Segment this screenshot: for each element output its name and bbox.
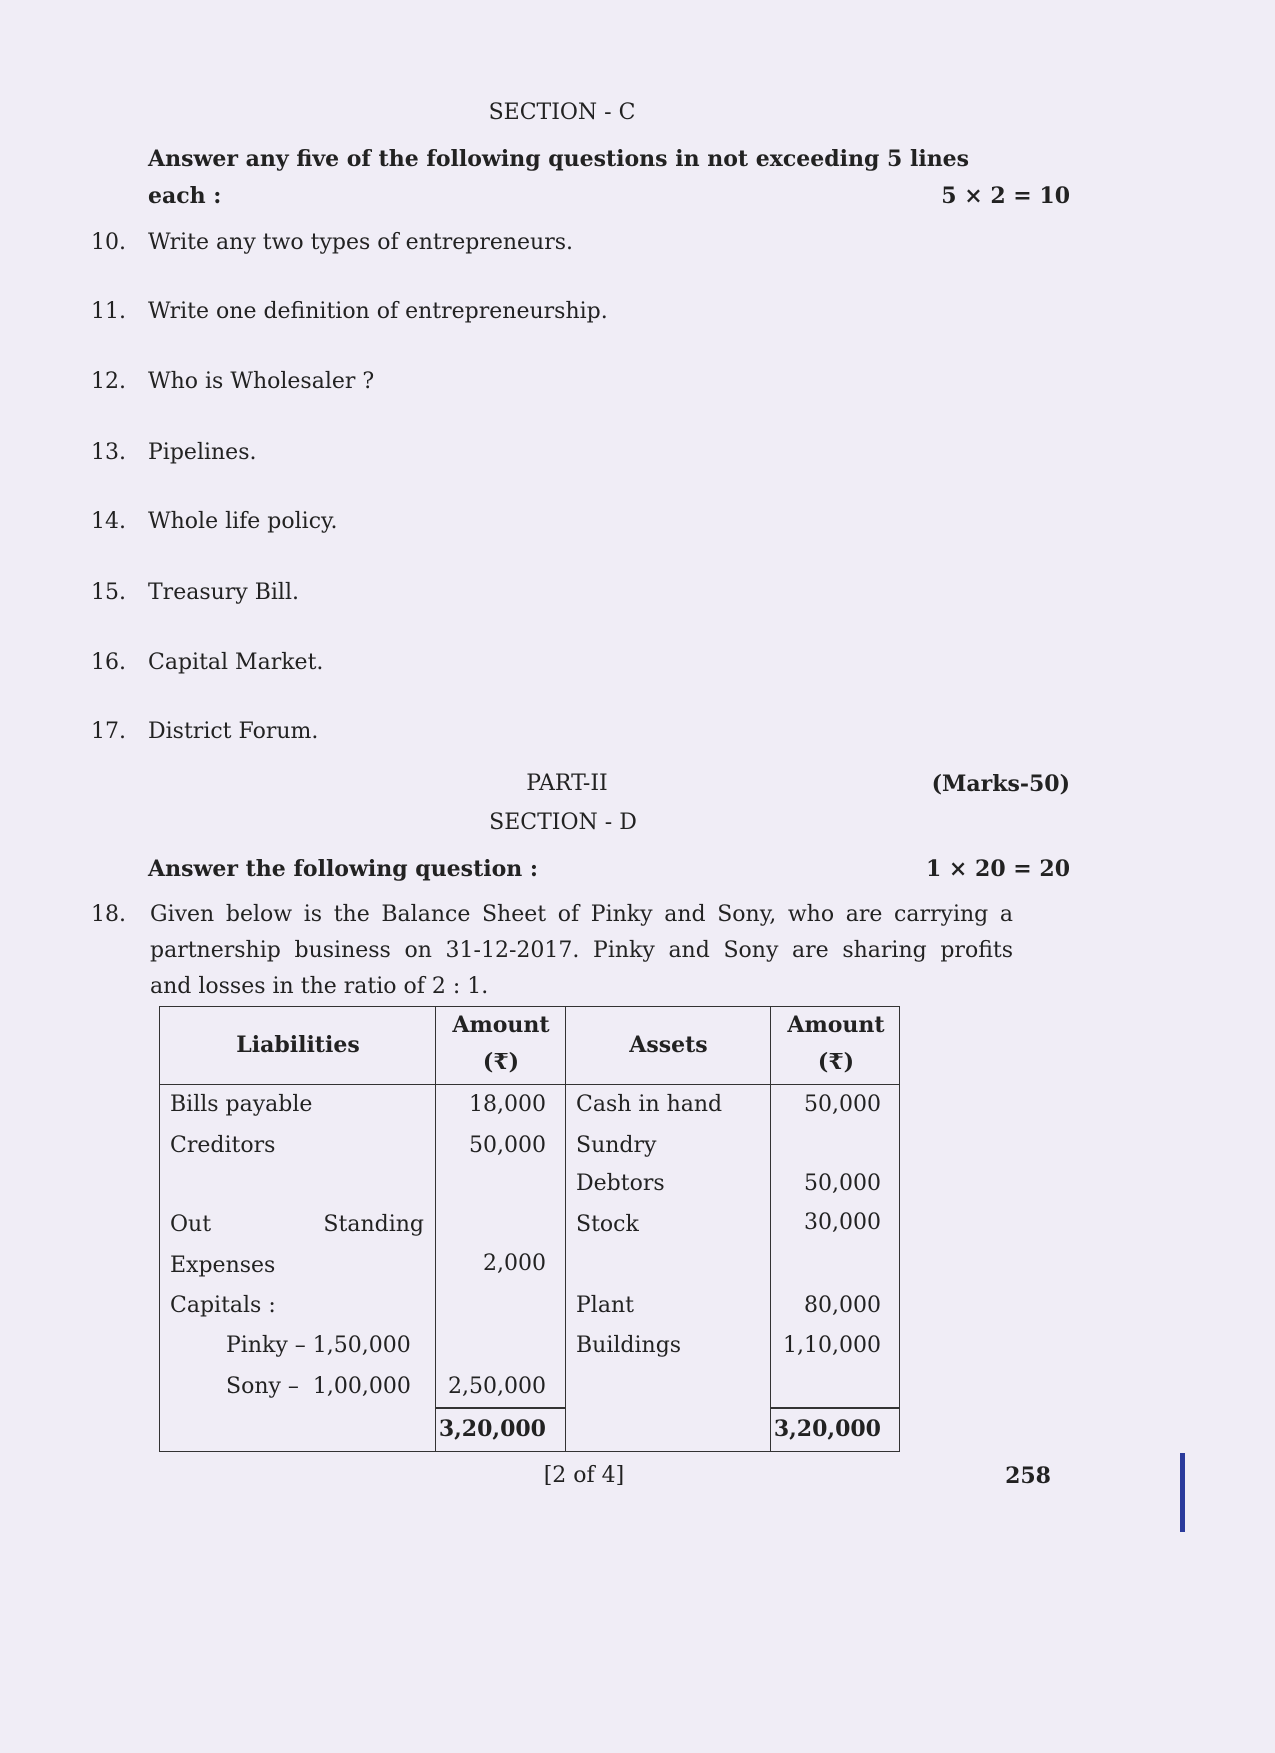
liability-amount: 50,000: [469, 1133, 546, 1158]
liability-amount: 18,000: [469, 1092, 546, 1117]
section-c-instruction-line-2: each :: [148, 183, 222, 209]
question-text: District Forum.: [148, 719, 319, 744]
page-number: [2 of 4]: [543, 1463, 625, 1488]
header-divider: [160, 1084, 899, 1085]
asset-amount: 50,000: [804, 1092, 881, 1117]
question-number: 10.: [91, 230, 126, 255]
header-liabilities: Liabilities: [236, 1032, 360, 1058]
header-amount-liabilities: Amount: [452, 1012, 550, 1038]
asset-amount: 50,000: [804, 1171, 881, 1196]
liability-label: Pinky – 1,50,000: [226, 1333, 411, 1358]
header-currency-assets: (₹): [817, 1049, 855, 1075]
header-amount-assets: Amount: [787, 1012, 885, 1038]
section-c-title: SECTION - C: [488, 100, 636, 125]
question-18-line: partnership business on 31-12-2017. Pinky and Sony are sharing profits: [150, 938, 1013, 963]
liability-label: Creditors: [170, 1133, 276, 1158]
question-18-line: and losses in the ratio of 2 : 1.: [150, 974, 489, 999]
asset-label: Plant: [576, 1293, 634, 1318]
question-text: Capital Market.: [148, 650, 324, 675]
asset-label: Stock: [576, 1212, 639, 1237]
header-assets: Assets: [629, 1032, 708, 1058]
header-currency-liabilities: (₹): [482, 1049, 520, 1075]
question-number: 17.: [91, 719, 126, 744]
question-number: 12.: [91, 369, 126, 394]
question-text: Pipelines.: [148, 440, 257, 465]
question-number: 14.: [91, 509, 126, 534]
asset-label: Cash in hand: [576, 1092, 723, 1117]
section-d-instruction: Answer the following question :: [148, 856, 539, 882]
liability-label: Out Standing: [170, 1212, 424, 1237]
scan-marker-stripe: [1180, 1453, 1185, 1532]
question-number: 13.: [91, 440, 126, 465]
liability-label: Sony – 1,00,000: [226, 1374, 411, 1399]
section-c-marks: 5 × 2 = 10: [941, 183, 1070, 209]
section-c-instruction-line-1: Answer any five of the following questions in not exceeding 5 lines: [148, 146, 970, 172]
part-ii-title: PART-II: [526, 771, 608, 796]
question-text: Write one definition of entrepreneurship.: [148, 299, 608, 324]
asset-amount: 30,000: [804, 1210, 881, 1235]
question-number: 11.: [91, 299, 126, 324]
question-text: Write any two types of entrepreneurs.: [148, 230, 574, 255]
liabilities-total: 3,20,000: [438, 1416, 546, 1442]
asset-label: Buildings: [576, 1333, 682, 1358]
asset-amount: 80,000: [804, 1293, 881, 1318]
question-number: 15.: [91, 580, 126, 605]
question-text: Whole life policy.: [148, 509, 338, 534]
asset-label: Debtors: [576, 1171, 665, 1196]
question-text: Treasury Bill.: [148, 580, 299, 605]
asset-label: Sundry: [576, 1133, 657, 1158]
section-d-title: SECTION - D: [489, 810, 637, 835]
assets-total: 3,20,000: [773, 1416, 881, 1442]
liability-label: Expenses: [170, 1253, 276, 1278]
total-rule-assets: [770, 1407, 900, 1409]
question-text: Who is Wholesaler ?: [148, 369, 375, 394]
liability-label: Bills payable: [170, 1092, 313, 1117]
balance-sheet-table: [159, 1006, 900, 1452]
total-rule-liabilities: [435, 1407, 565, 1409]
question-number: 16.: [91, 650, 126, 675]
question-18-line: Given below is the Balance Sheet of Pinky and Sony, who are carrying a: [150, 902, 1013, 927]
liability-amount: 2,50,000: [448, 1374, 546, 1399]
section-d-marks: 1 × 20 = 20: [925, 856, 1070, 882]
part-ii-marks: (Marks-50): [931, 771, 1070, 797]
question-number: 18.: [91, 902, 126, 927]
liability-amount: 2,000: [483, 1251, 546, 1276]
paper-code: 258: [1005, 1463, 1051, 1489]
liability-label: Capitals :: [170, 1293, 276, 1318]
asset-amount: 1,10,000: [783, 1333, 881, 1358]
